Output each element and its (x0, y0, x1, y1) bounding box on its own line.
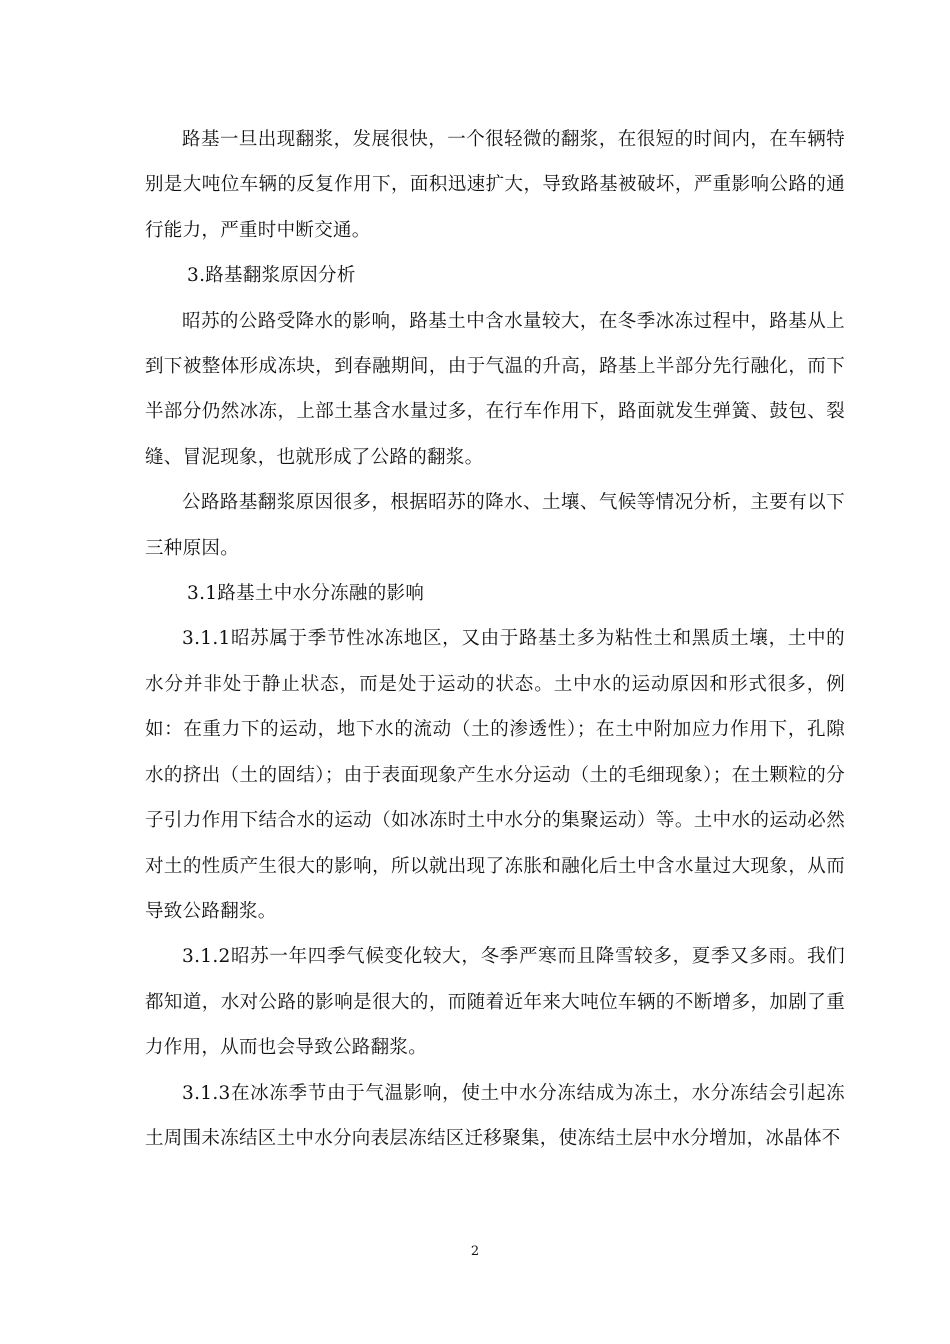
section-heading-3: 3.路基翻浆原因分析 (187, 265, 356, 287)
paragraph-zhaosu-precipitation: 昭苏的公路受降水的影响，路基土中含水量较大，在冬季冰冻过程中，路基从上到下被整体形成冻块，到春融期间，由于气温的升高，路基上半部分先行融化，而下半部分仍然冰冻，上部土基含水量过多，在行车作用下，路面就发生弹簧、鼓包、裂缝、冒泥现象，也就形成了公路的翻浆。 (145, 310, 845, 468)
body-text (145, 117, 845, 1161)
page-number: 2 (470, 1244, 480, 1259)
paragraph-subgrade-boiling-effects: 路基一旦出现翻浆，发展很快，一个很轻微的翻浆，在很短的时间内，在车辆特别是大吨位车辆的反复作用下，面积迅速扩大，导致路基被破坏，严重影响公路的通行能力，严重时中断交通。 (145, 129, 845, 241)
paragraph-3-1-2: 3.1.2昭苏一年四季气候变化较大，冬季严寒而且降雪较多，夏季又多雨。我们都知道，水对公路的影响是很大的，而随着近年来大吨位车辆的不断增多，加剧了重力作用，从而也会导致公路翻浆。 (145, 946, 845, 1059)
paragraph-3-1-3: 3.1.3在冰冻季节由于气温影响，使土中水分冻结成为冻土，水分冻结会引起冻土周围未冻结区土中水分向表层冻结区迁移聚集，使冻结土层中水分增加，冰晶体不 (145, 1082, 845, 1149)
paragraph-3-1-1: 3.1.1昭苏属于季节性冰冻地区，又由于路基土多为粘性土和黑质土壤，土中的水分并非处于静止状态，而是处于运动的状态。土中水的运动原因和形式很多，例如：在重力下的运动，地下水的流动（土的渗透性）；在土中附加应力作用下，孔隙水的挤出（土的固结）；由于表面现象产生水分运动（土的毛细现象）；在土颗粒的分子引力作用下结合水的运动（如冰冻时土中水分的集聚运动）等。土中水的运动必然对土的性质产生很大的影响，所以就出现了冻胀和融化后土中含水量过大现象，从而导致公路翻浆。 (145, 628, 845, 922)
section-heading-3-1: 3.1路基土中水分冻融的影响 (187, 583, 425, 605)
paragraph-three-causes: 公路路基翻浆原因很多，根据昭苏的降水、土壤、气候等情况分析，主要有以下三种原因。 (145, 492, 845, 559)
